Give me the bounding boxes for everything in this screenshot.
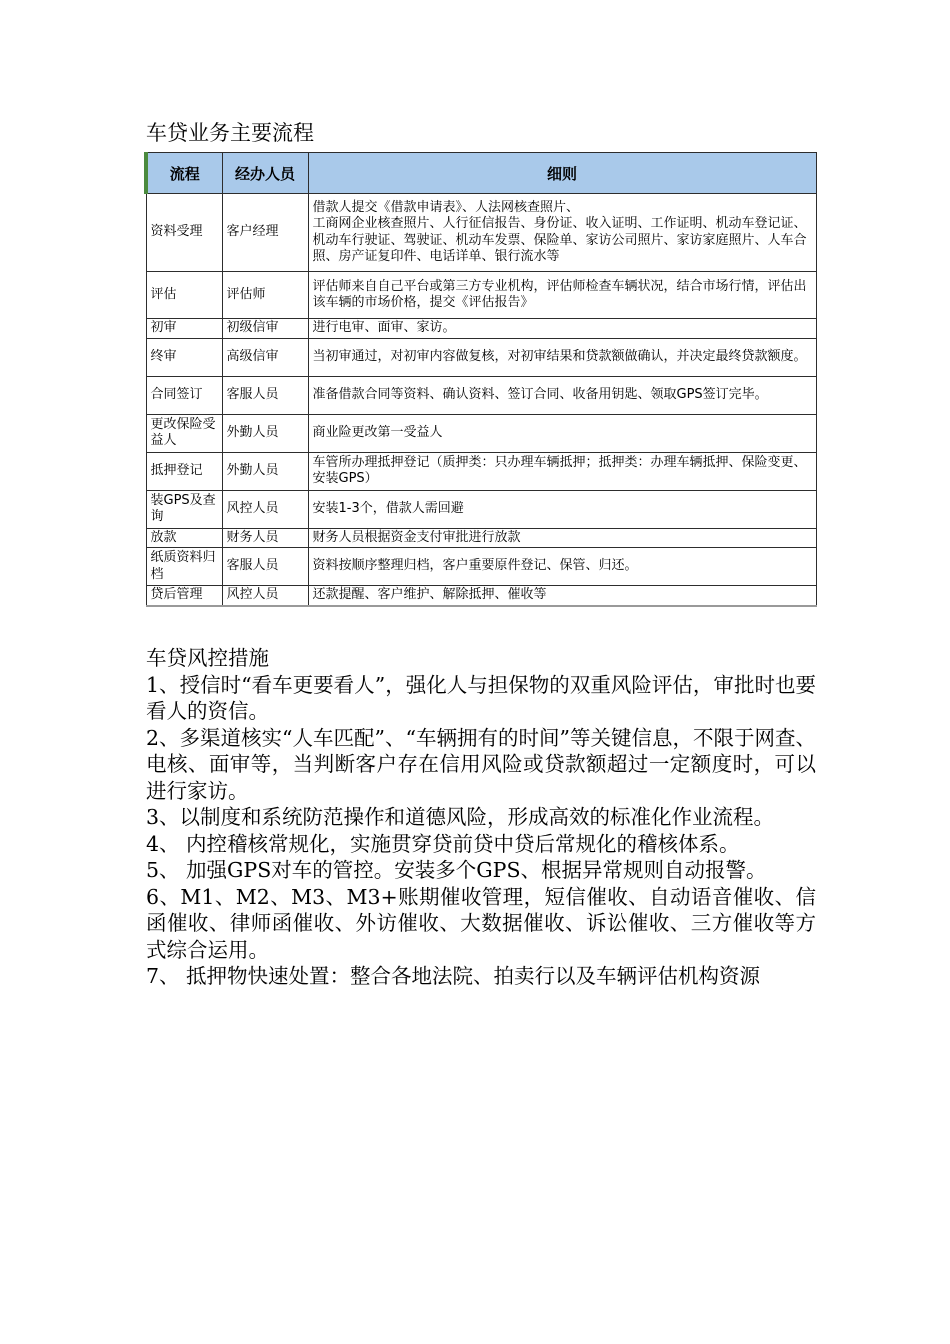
table-row bbox=[146, 319, 816, 339]
staff-cell: 财务人员 bbox=[222, 528, 308, 548]
process-table bbox=[144, 152, 817, 607]
risk-item: 7、 抵押物快速处置：整合各地法院、拍卖行以及车辆评估机构资源 bbox=[146, 964, 761, 988]
table-row bbox=[146, 414, 816, 452]
table-row bbox=[146, 528, 816, 548]
header-process: 流程 bbox=[146, 153, 222, 194]
header-staff: 经办人员 bbox=[222, 153, 308, 194]
detail-cell: 进行电审、面审、家访。 bbox=[308, 319, 816, 339]
table-row bbox=[146, 272, 816, 319]
detail-cell: 借款人提交《借款申请表》、人法网核查照片、 工商网企业核查照片、人行征信报告、身份证、收入证明、工作证明、机动车登记证、机动车行驶证、驾驶证、机动车发票、保险单、家访公司照片、家访家庭照片、人车合照、房产证复印件、电话详单、银行流水等 bbox=[308, 194, 816, 272]
staff-cell: 客户经理 bbox=[222, 194, 308, 272]
detail-cell: 评估师来自自己平台或第三方专业机构，评估师检查车辆状况，结合市场行情，评估出该车辆的市场价格，提交《评估报告》 bbox=[308, 272, 816, 319]
page-title: 车贷业务主要流程 bbox=[146, 121, 314, 145]
process-cell: 更改保险受益人 bbox=[146, 414, 222, 452]
process-cell: 装GPS及查询 bbox=[146, 490, 222, 528]
risk-item: 4、 内控稽核常规化，实施贯穿贷前贷中贷后常规化的稽核体系。 bbox=[146, 831, 740, 856]
process-cell: 贷后管理 bbox=[146, 586, 222, 606]
staff-cell: 客服人员 bbox=[222, 376, 308, 414]
staff-cell: 外勤人员 bbox=[222, 452, 308, 490]
process-cell: 放款 bbox=[146, 528, 222, 548]
header-detail: 细则 bbox=[308, 153, 816, 194]
table-row bbox=[146, 338, 816, 376]
process-cell: 初审 bbox=[146, 319, 222, 339]
process-cell: 评估 bbox=[146, 272, 222, 319]
staff-cell: 风控人员 bbox=[222, 490, 308, 528]
detail-cell: 当初审通过，对初审内容做复核，对初审结果和贷款额做确认，并决定最终贷款额度。 bbox=[308, 338, 816, 376]
detail-cell: 还款提醒、客户维护、解除抵押、催收等 bbox=[308, 586, 816, 606]
staff-cell: 初级信审 bbox=[222, 319, 308, 339]
table-row bbox=[146, 586, 816, 606]
detail-cell: 车管所办理抵押登记（质押类：只办理车辆抵押；抵押类：办理车辆抵押、保险变更、安装GPS） bbox=[308, 452, 816, 490]
table-row bbox=[146, 452, 816, 490]
detail-cell: 财务人员根据资金支付审批进行放款 bbox=[308, 528, 816, 548]
risk-section-title: 车贷风控措施 bbox=[146, 646, 269, 670]
table-header-row bbox=[146, 153, 816, 194]
detail-cell: 资料按顺序整理归档，客户重要原件登记、保管、归还。 bbox=[308, 548, 816, 586]
risk-item: 1、授信时“看车更要看人”，强化人与担保物的双重风险评估，审批时也要看人的资信。 bbox=[146, 672, 816, 723]
process-cell: 抵押登记 bbox=[146, 452, 222, 490]
risk-item: 5、 加强GPS对车的管控。安装多个GPS、根据异常规则自动报警。 bbox=[146, 858, 767, 882]
process-cell: 纸质资料归档 bbox=[146, 548, 222, 586]
staff-cell: 外勤人员 bbox=[222, 414, 308, 452]
table-row bbox=[146, 548, 816, 586]
staff-cell: 客服人员 bbox=[222, 548, 308, 586]
risk-item: 3、以制度和系统防范操作和道德风险，形成高效的标准化作业流程。 bbox=[146, 805, 775, 829]
staff-cell: 评估师 bbox=[222, 272, 308, 319]
staff-cell: 高级信审 bbox=[222, 338, 308, 376]
detail-cell: 准备借款合同等资料、确认资料、签订合同、收备用钥匙、领取GPS签订完毕。 bbox=[308, 376, 816, 414]
process-cell: 终审 bbox=[146, 338, 222, 376]
detail-cell: 安装1-3个，借款人需回避 bbox=[308, 490, 816, 528]
process-cell: 资料受理 bbox=[146, 194, 222, 272]
process-table-wrapper bbox=[144, 152, 814, 607]
risk-item: 2、多渠道核实“人车匹配”、“车辆拥有的时间”等关键信息，不限于网查、电核、面审等，当判断客户存在信用风险或贷款额超过一定额度时，可以进行家访。 bbox=[146, 725, 816, 803]
process-cell: 合同签订 bbox=[146, 376, 222, 414]
risk-control-section bbox=[146, 645, 816, 990]
table-row bbox=[146, 194, 816, 272]
risk-item: 6、M1、M2、M3、M3+账期催收管理，短信催收、自动语音催收、信函催收、律师函催收、外访催收、大数据催收、诉讼催收、三方催收等方式综合运用。 bbox=[146, 884, 816, 962]
table-row bbox=[146, 376, 816, 414]
detail-cell: 商业险更改第一受益人 bbox=[308, 414, 816, 452]
table-row bbox=[146, 490, 816, 528]
staff-cell: 风控人员 bbox=[222, 586, 308, 606]
